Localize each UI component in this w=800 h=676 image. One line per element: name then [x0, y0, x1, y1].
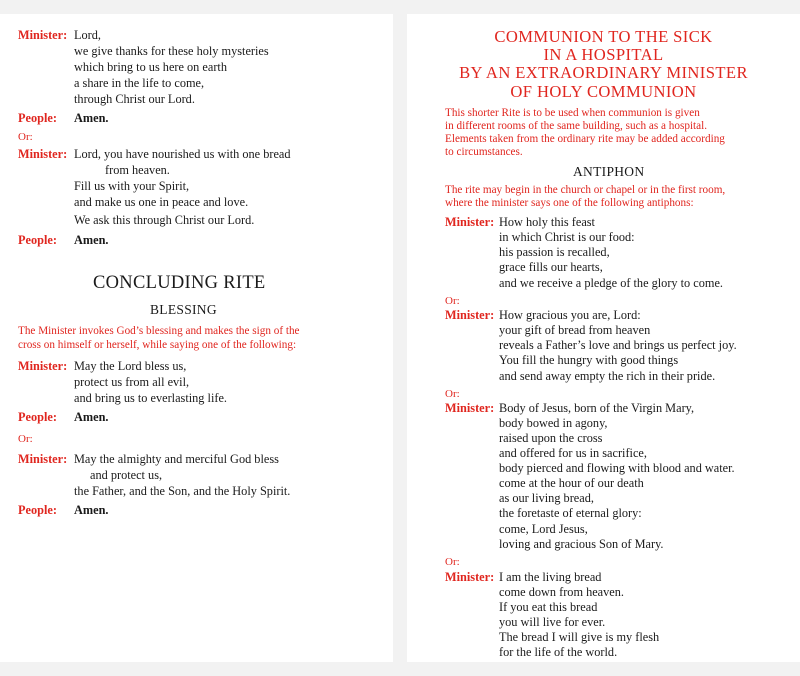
speaker-minister: Minister: — [445, 215, 495, 229]
prayer-line: Lord, you have nourished us with one bread — [74, 147, 291, 161]
speaker-people: People: — [18, 111, 57, 125]
speaker-minister: Minister: — [445, 570, 495, 584]
antiphon-line: You fill the hungry with good things — [499, 353, 679, 367]
antiphon-line: How holy this feast — [499, 215, 595, 229]
response-amen: Amen. — [74, 410, 109, 424]
or-label: Or: — [18, 433, 33, 445]
antiphon-line: loving and gracious Son of Mary. — [499, 537, 664, 551]
speaker-minister: Minister: — [18, 359, 68, 373]
antiphon-line: body bowed in agony, — [499, 416, 608, 430]
speaker-minister: Minister: — [445, 401, 495, 415]
rubric-line: where the minister says one of the following antiphons: — [445, 197, 694, 209]
rubric-line: in different rooms of the same building, such as a hospital. — [445, 120, 708, 132]
page-title-line: OF HOLY COMMUNION — [510, 82, 697, 101]
speaker-minister: Minister: — [18, 28, 68, 42]
antiphon-line: as our living bread, — [499, 491, 594, 505]
prayer-line: which bring to us here on earth — [74, 60, 227, 74]
or-label: Or: — [445, 388, 460, 400]
antiphon-line: and send away empty the rich in their pride. — [499, 369, 716, 383]
page-title-line: BY AN EXTRAORDINARY MINISTER — [459, 63, 748, 82]
antiphon-line: Body of Jesus, born of the Virgin Mary, — [499, 401, 695, 415]
speaker-minister: Minister: — [445, 308, 495, 322]
antiphon-line: you will live for ever. — [499, 615, 606, 629]
section-title: CONCLUDING RITE — [93, 273, 266, 293]
antiphon-line: grace fills our hearts, — [499, 260, 603, 274]
or-label: Or: — [18, 131, 33, 143]
rubric-line: cross on himself or herself, while saying one of the following: — [18, 339, 297, 351]
antiphon-line: and we receive a pledge of the glory to come. — [499, 276, 723, 290]
or-label: Or: — [445, 295, 460, 307]
antiphon-line: If you eat this bread — [499, 600, 598, 614]
prayer-line: and protect us, — [90, 468, 163, 482]
prayer-line: protect us from all evil, — [74, 375, 190, 389]
antiphon-line: raised upon the cross — [499, 431, 603, 445]
speaker-people: People: — [18, 503, 57, 517]
prayer-line: We ask this through Christ our Lord. — [74, 213, 255, 227]
prayer-line: through Christ our Lord. — [74, 92, 195, 106]
or-label: Or: — [445, 556, 460, 568]
prayer-line: from heaven. — [105, 163, 170, 177]
page-title-line: COMMUNION TO THE SICK — [494, 27, 713, 46]
prayer-line: and make us one in peace and love. — [74, 195, 249, 209]
antiphon-line: come, Lord Jesus, — [499, 522, 588, 536]
rubric-line: The Minister invokes God’s blessing and makes the sign of the — [18, 325, 300, 337]
prayer-line: a share in the life to come, — [74, 76, 205, 90]
antiphon-line: the foretaste of eternal glory: — [499, 506, 642, 520]
antiphon-line: How gracious you are, Lord: — [499, 308, 641, 322]
antiphon-line: The bread I will give is my flesh — [499, 630, 660, 644]
antiphon-line: and offered for us in sacrifice, — [499, 446, 647, 460]
prayer-line: we give thanks for these holy mysteries — [74, 44, 269, 58]
speaker-minister: Minister: — [18, 147, 68, 161]
speaker-people: People: — [18, 233, 57, 247]
rubric-line: Elements taken from the ordinary rite may be added according — [445, 133, 725, 145]
subsection-title: BLESSING — [150, 302, 217, 317]
response-amen: Amen. — [74, 233, 109, 247]
antiphon-line: his passion is recalled, — [499, 245, 610, 259]
prayer-line: May the almighty and merciful God bless — [74, 452, 279, 466]
prayer-line: Lord, — [74, 28, 101, 42]
antiphon-line: I am the living bread — [499, 570, 602, 584]
antiphon-line: for the life of the world. — [499, 645, 618, 659]
response-amen: Amen. — [74, 111, 109, 125]
antiphon-line: in which Christ is our food: — [499, 230, 635, 244]
antiphon-line: body pierced and flowing with blood and water. — [499, 461, 735, 475]
prayer-line: and bring us to everlasting life. — [74, 391, 227, 405]
page-title-line: IN A HOSPITAL — [543, 45, 664, 64]
antiphon-line: your gift of bread from heaven — [499, 323, 651, 337]
rubric-line: This shorter Rite is to be used when communion is given — [445, 107, 700, 119]
left-page — [0, 14, 393, 662]
response-amen: Amen. — [74, 503, 109, 517]
speaker-minister: Minister: — [18, 452, 68, 466]
prayer-line: Fill us with your Spirit, — [74, 179, 190, 193]
rubric-line: to circumstances. — [445, 146, 523, 158]
antiphon-line: come at the hour of our death — [499, 476, 644, 490]
prayer-line: May the Lord bless us, — [74, 359, 187, 373]
subsection-title: ANTIPHON — [573, 164, 645, 179]
rubric-line: The rite may begin in the church or chapel or in the first room, — [445, 184, 726, 196]
antiphon-line: come down from heaven. — [499, 585, 624, 599]
prayer-line: the Father, and the Son, and the Holy Spirit. — [74, 484, 291, 498]
speaker-people: People: — [18, 410, 57, 424]
antiphon-line: reveals a Father’s love and brings us perfect joy. — [499, 338, 737, 352]
right-page — [407, 14, 800, 662]
